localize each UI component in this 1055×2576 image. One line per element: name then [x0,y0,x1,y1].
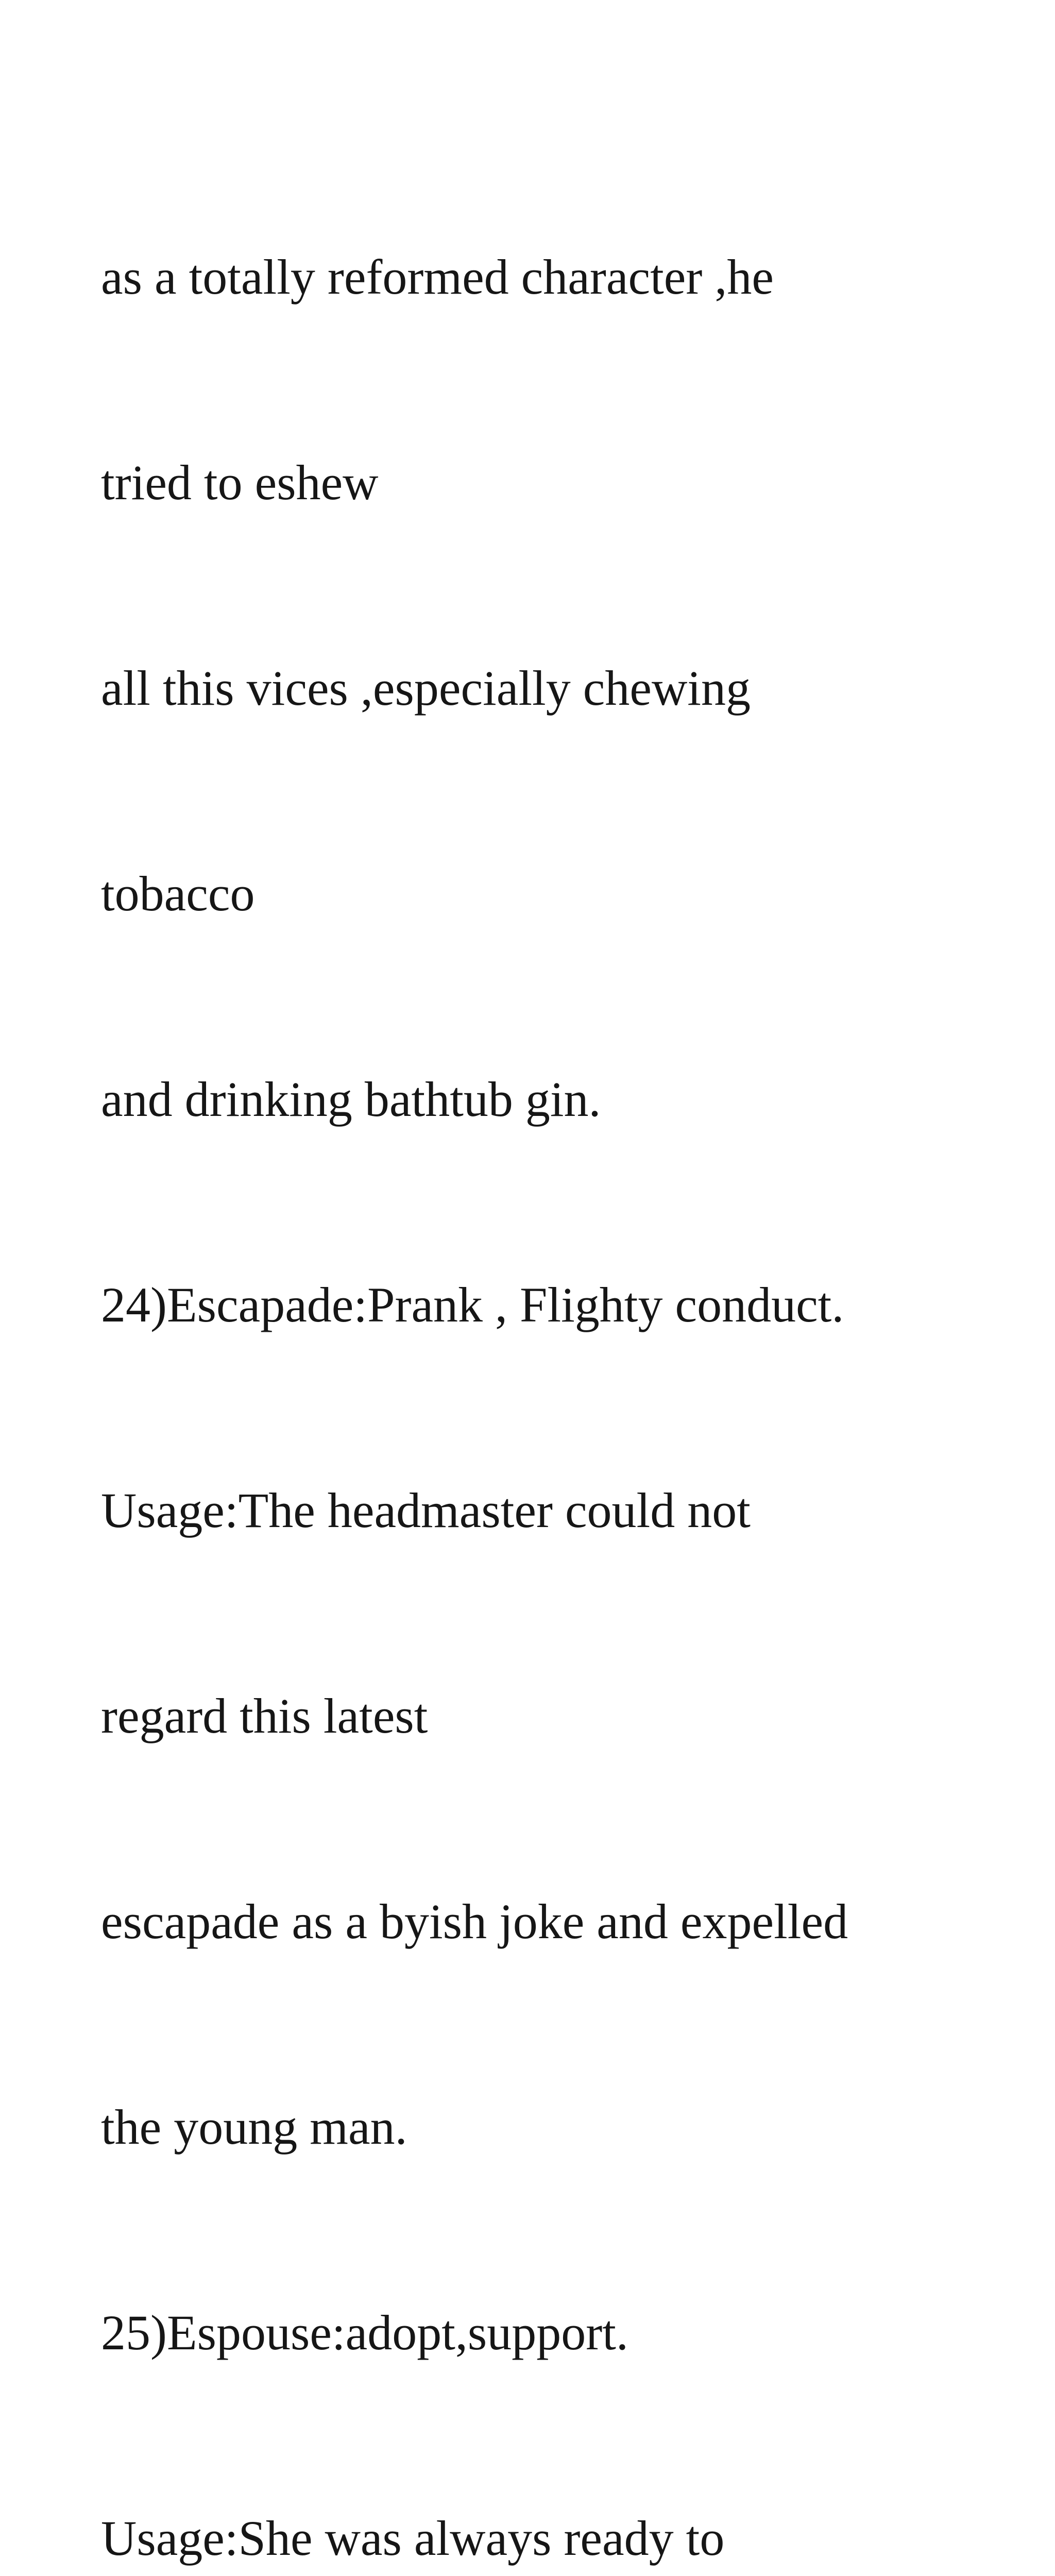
text-line: and drinking bathtub gin. [101,1072,601,1127]
usage-line: Usage:The headmaster could not [101,1483,751,1538]
text-line: tried to eshew [101,455,379,510]
text-line: as a totally reformed character ,he [101,249,774,304]
usage-line: Usage:She was always ready to [101,2511,725,2566]
text-line: tobacco [101,866,255,921]
text-line: regard this latest [101,1688,428,1743]
text-line: escapade as a byish joke and expelled [101,1894,848,1949]
document-body [101,106,987,2576]
text-line: all this vices ,especially chewing [101,660,751,716]
entry-heading-espouse: 25)Espouse:adopt,support. [101,2305,628,2360]
text-line: the young man. [101,2099,407,2155]
entry-heading-escapade: 24)Escapade:Prank , Flighty conduct. [101,1277,844,1332]
